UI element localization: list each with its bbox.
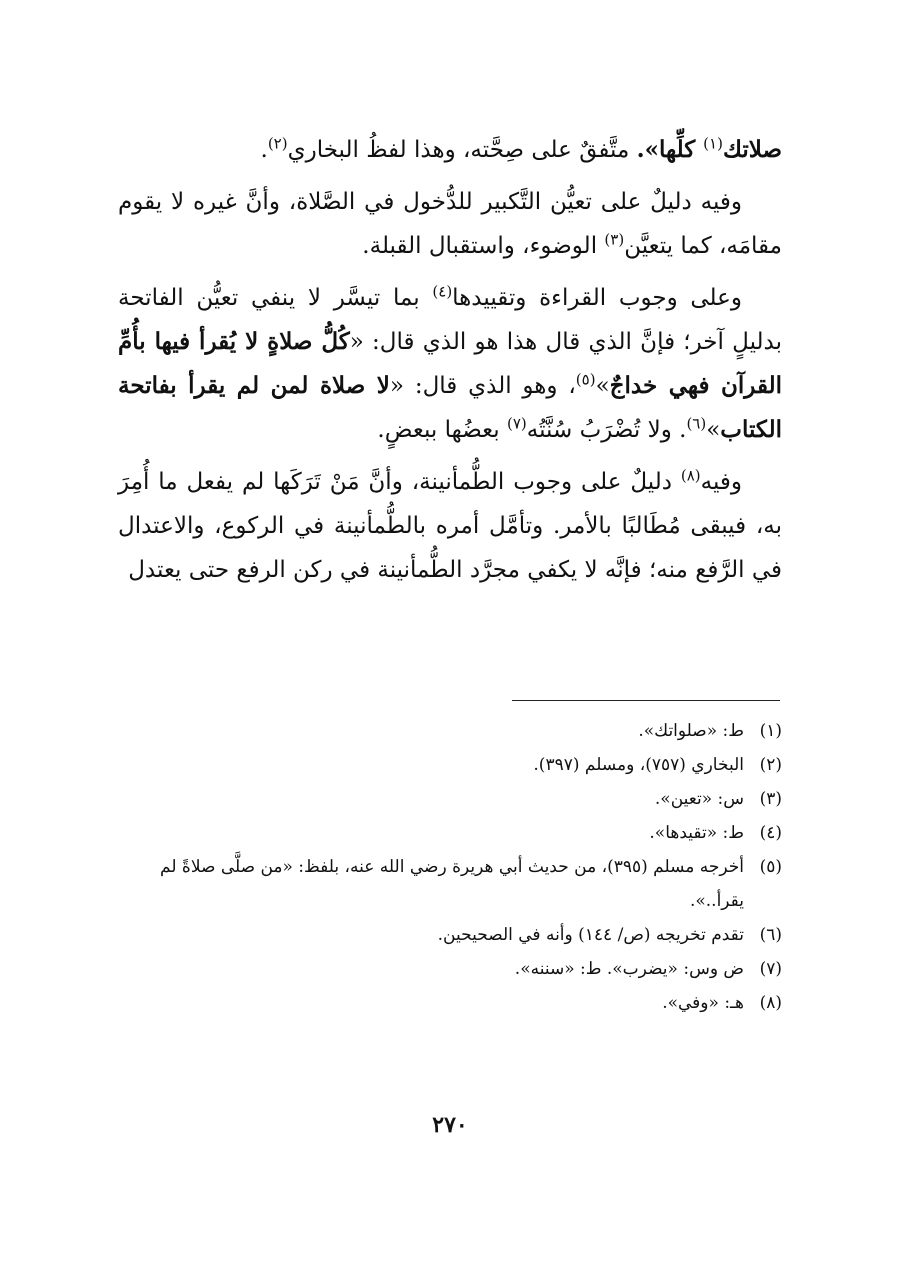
text-run: . — [260, 137, 268, 163]
footnote-separator — [512, 700, 780, 701]
text-run: وفيه دليلٌ على تعيُّن التَّكبير للدُّخول في الصَّلاة، وأنَّ غيره لا يقوم مقامَه، كما يتعيَّن — [118, 189, 782, 259]
footnote-number: (٣) — [759, 789, 782, 809]
footnote-number: (٧) — [759, 959, 782, 979]
footnote-text: ض وس: «يضرب». ط: «سننه». — [514, 959, 744, 979]
footnote-ref-2: (٢) — [267, 134, 288, 153]
footnote-number: (٤) — [759, 823, 782, 843]
text-run: ، وهو الذي قال: « — [389, 373, 576, 399]
bold-phrase: صلاتك — [722, 136, 782, 163]
paragraph-1 — [118, 128, 782, 172]
footnote-ref-6: (٦) — [686, 414, 707, 433]
text-run: بعضُها ببعضٍ. — [377, 417, 507, 443]
footnote-text: ط: «صلواتك». — [638, 721, 744, 741]
page-number: ٢٧٠ — [432, 1112, 468, 1138]
paragraph-4 — [118, 460, 782, 592]
text-run: متَّفقٌ على صِحَّته، وهذا لفظُ البخاري — [287, 137, 637, 163]
footnote — [110, 748, 782, 782]
footnote — [110, 850, 782, 918]
text-run: . ولا تُضْرَبُ سُنَّتُه — [526, 417, 687, 443]
footnote-text: تقدم تخريجه (ص/ ١٤٤) وأنه في الصحيحين. — [437, 925, 744, 945]
footnote-number: (٢) — [759, 755, 782, 775]
footnote — [110, 986, 782, 1020]
main-text — [118, 128, 782, 600]
footnote-ref-3: (٣) — [604, 230, 625, 249]
footnote-ref-1: (١) — [703, 134, 723, 153]
text-run: وفيه — [700, 469, 742, 495]
text-run: وعلى وجوب القراءة وتقييدها — [452, 285, 743, 311]
footnote-text: أخرجه مسلم (٣٩٥)، من حديث أبي هريرة رضي الله عنه، بلفظ: «من صلَّى صلاةً لم يقرأ..». — [160, 857, 744, 911]
text-run: » — [595, 373, 610, 399]
footnote-number: (٨) — [759, 993, 782, 1013]
footnote-number: (٥) — [759, 857, 782, 877]
footnote-ref-4: (٤) — [432, 282, 453, 301]
paragraph-3 — [118, 276, 782, 452]
footnote-text: البخاري (٧٥٧)، ومسلم (٣٩٧). — [533, 755, 744, 775]
footnote-ref-7: (٧) — [507, 414, 527, 433]
bold-phrase: كلِّها». — [636, 136, 704, 163]
footnote-text: س: «تعين». — [654, 789, 744, 809]
footnote — [110, 952, 782, 986]
footnote-text: هـ: «وفي». — [662, 993, 744, 1013]
footnote — [110, 816, 782, 850]
hadith-quote: كُلُّ صلاةٍ لا يُقرأ فيها بأُمِّ القرآن فهي خداجٌ — [118, 328, 783, 399]
footnote-text: ط: «تقيدها». — [649, 823, 744, 843]
hadith-quote: لا صلاة لمن لم يقرأ بفاتحة الكتاب — [118, 372, 782, 443]
footnote — [110, 714, 782, 748]
footnote-number: (٦) — [759, 925, 782, 945]
footnote — [110, 918, 782, 952]
footnotes — [110, 714, 782, 1020]
text-run: بما تيسَّر لا ينفي تعيُّن الفاتحة بدليلٍ آخر؛ فإنَّ الذي قال هذا هو الذي قال: « — [118, 285, 782, 355]
paragraph-2 — [118, 180, 782, 268]
footnote-number: (١) — [759, 721, 782, 741]
text-run: دليلٌ على وجوب الطُّمأنينة، وأنَّ مَنْ تَرَكَها لم يفعل ما أُمِرَ به، فيبقى مُطَالبًا بالأمر. وتأمَّل أمره بالطُّمأنينة في الركوع، والاعتدال في الرَّفع منه؛ فإنَّه لا يكفي مجرَّد الطُّمأنينة في ركن الرفع حتى يعتدل — [118, 469, 782, 583]
footnote-ref-8: (٨) — [680, 466, 701, 485]
text-run: الوضوء، واستقبال القبلة. — [362, 233, 605, 259]
footnote-ref-5: (٥) — [575, 370, 596, 389]
footnote — [110, 782, 782, 816]
text-run: » — [706, 417, 721, 443]
